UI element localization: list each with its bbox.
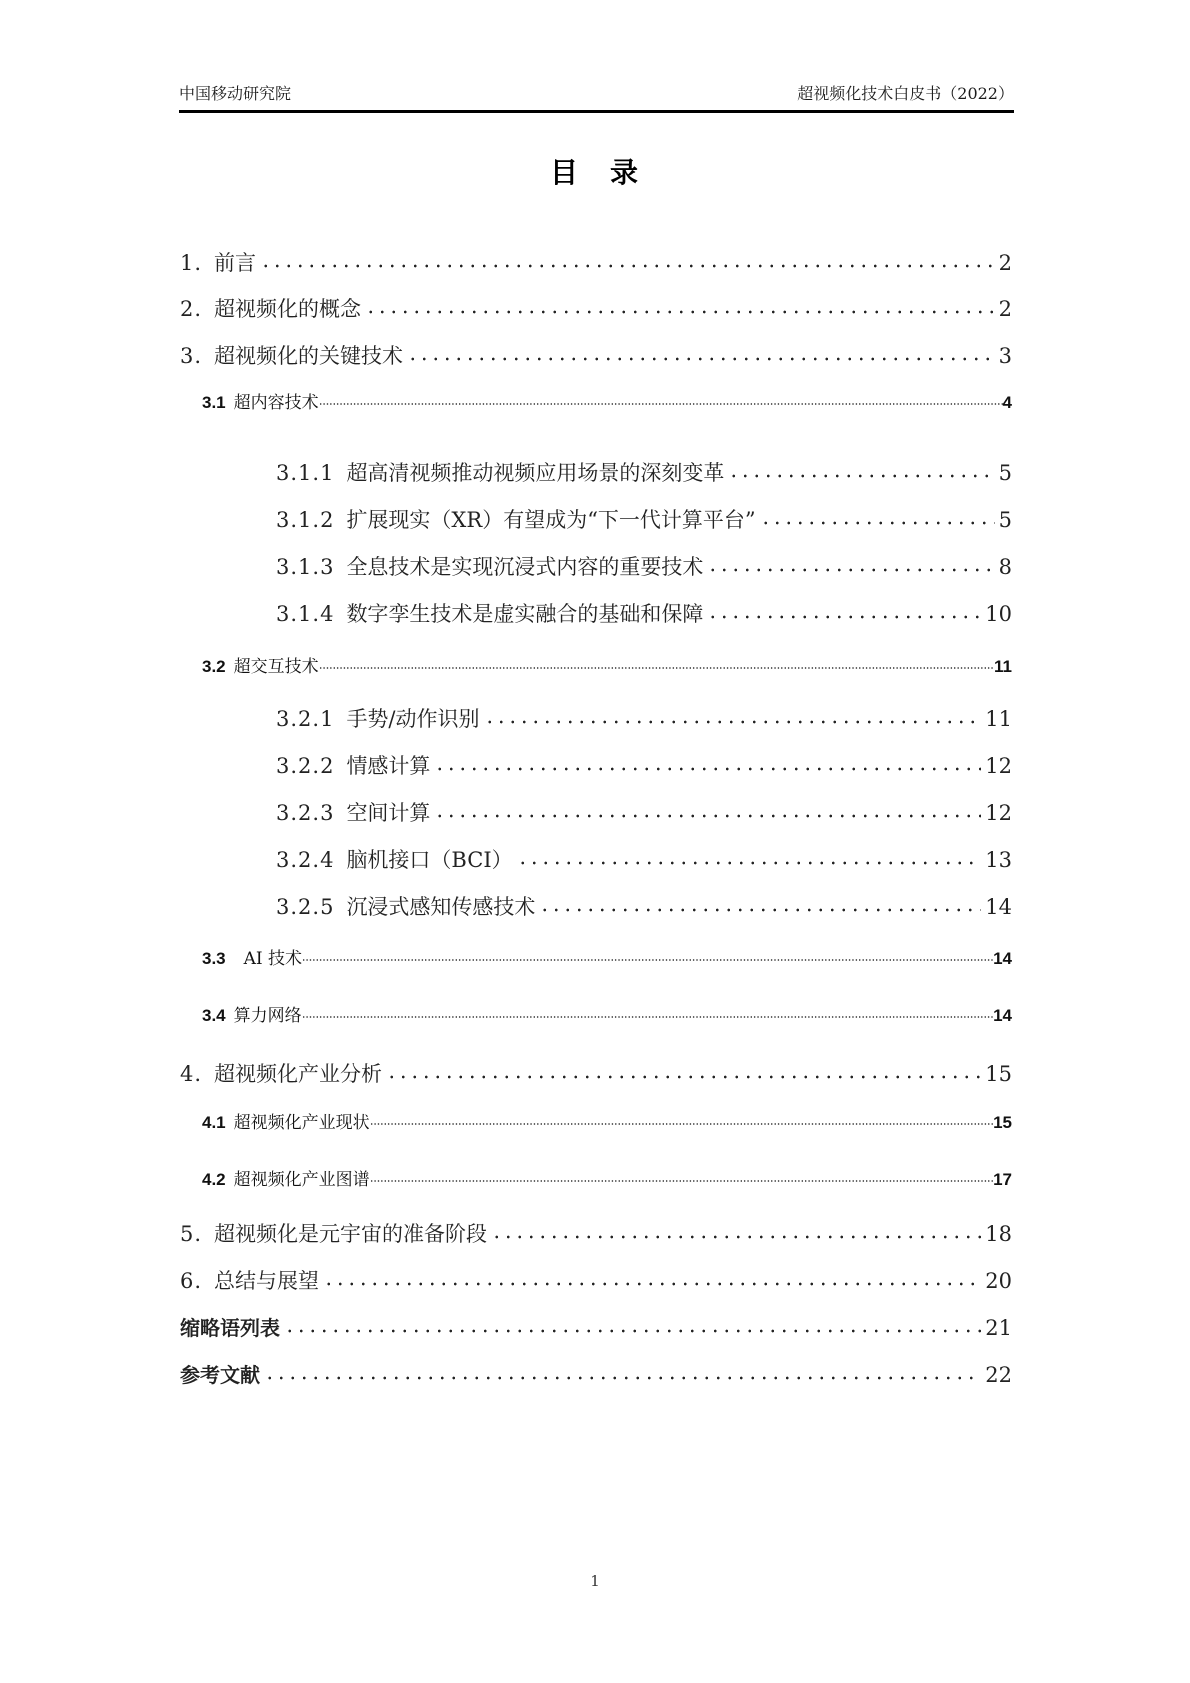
dot-leader bbox=[370, 1165, 993, 1185]
toc-entry-metaverse[interactable] bbox=[180, 1217, 1012, 1248]
toc-entry-number: 3. bbox=[180, 344, 203, 368]
toc-entry-page: 10 bbox=[985, 602, 1012, 626]
toc-entry-page: 15 bbox=[993, 1113, 1012, 1132]
dot-leader bbox=[434, 749, 981, 773]
dot-leader bbox=[434, 796, 981, 820]
header-organization: 中国移动研究院 bbox=[179, 84, 292, 103]
toc-entry-label: 超视频化产业图谱 bbox=[233, 1170, 370, 1190]
toc-entry-label: 超视频化的概念 bbox=[214, 297, 362, 321]
dot-leader bbox=[264, 1358, 981, 1382]
dot-leader bbox=[260, 246, 995, 270]
toc-entry-page: 22 bbox=[985, 1363, 1012, 1387]
toc-entry-label: 手势/动作识别 bbox=[346, 707, 480, 731]
toc-entry-number: 3.1.4 bbox=[276, 602, 335, 626]
toc-entry-number: 2. bbox=[180, 297, 203, 321]
dot-leader bbox=[491, 1217, 981, 1241]
toc-entry-3-1-2[interactable] bbox=[276, 503, 1012, 534]
toc-entry-number: 1. bbox=[180, 251, 203, 275]
toc-entry-4-2[interactable] bbox=[202, 1165, 1012, 1191]
toc-entry-number: 4.1 bbox=[202, 1113, 226, 1132]
toc-entry-label: 数字孪生技术是虚实融合的基础和保障 bbox=[346, 602, 704, 626]
toc-entry-page: 14 bbox=[985, 895, 1012, 919]
toc-entry-3-2-5[interactable] bbox=[276, 890, 1012, 921]
toc-entry-label: 扩展现实（XR）有望成为“下一代计算平台” bbox=[346, 508, 756, 532]
toc-entry-page: 3 bbox=[998, 344, 1012, 368]
dot-leader bbox=[728, 456, 994, 480]
toc-entry-label: 前言 bbox=[214, 251, 257, 275]
toc-entry-page: 14 bbox=[993, 949, 1012, 968]
dot-leader bbox=[517, 843, 982, 867]
dot-leader bbox=[284, 1311, 981, 1335]
toc-entry-label: 超高清视频推动视频应用场景的深刻变革 bbox=[346, 461, 725, 485]
toc-entry-page: 12 bbox=[985, 801, 1012, 825]
dot-leader bbox=[484, 702, 982, 726]
toc-entry-label: 算力网络 bbox=[233, 1006, 302, 1026]
toc-entry-3-1-3[interactable] bbox=[276, 550, 1012, 581]
dot-leader bbox=[302, 944, 993, 964]
toc-entry-label: 情感计算 bbox=[346, 754, 431, 778]
toc-entry-3-1[interactable] bbox=[202, 388, 1012, 414]
toc-entry-label: 超交互技术 bbox=[233, 657, 319, 677]
toc-entry-3-1-4[interactable] bbox=[276, 597, 1012, 628]
toc-entry-foreword[interactable] bbox=[180, 246, 1012, 277]
dot-leader bbox=[407, 339, 995, 363]
toc-entry-3-4[interactable] bbox=[202, 1001, 1012, 1027]
dot-leader bbox=[539, 890, 981, 914]
toc-entry-page: 12 bbox=[985, 754, 1012, 778]
toc-entry-number: 3.2.1 bbox=[276, 707, 335, 731]
dot-leader bbox=[760, 503, 995, 527]
toc-entry-page: 2 bbox=[998, 297, 1012, 321]
toc-entry-label: 超视频化产业分析 bbox=[214, 1062, 383, 1086]
dot-leader bbox=[319, 388, 1003, 408]
toc-entry-number: 4.2 bbox=[202, 1170, 226, 1189]
toc-entry-page: 11 bbox=[985, 707, 1012, 731]
dot-leader bbox=[386, 1057, 981, 1081]
toc-entry-concept[interactable] bbox=[180, 292, 1012, 323]
toc-entry-number: 3.1.3 bbox=[276, 555, 335, 579]
toc-entry-page: 15 bbox=[985, 1062, 1012, 1086]
toc-entry-label: 空间计算 bbox=[346, 801, 431, 825]
toc-entry-page: 5 bbox=[998, 461, 1012, 485]
toc-entry-page: 21 bbox=[985, 1316, 1012, 1340]
toc-entry-number: 3.2.4 bbox=[276, 848, 335, 872]
dot-leader bbox=[302, 1001, 993, 1021]
dot-leader bbox=[370, 1108, 993, 1128]
toc-entry-number: 3.2.3 bbox=[276, 801, 335, 825]
toc-entry-page: 14 bbox=[993, 1006, 1012, 1025]
toc-entry-abbreviations[interactable] bbox=[180, 1311, 1012, 1342]
toc-entry-number: 3.1.2 bbox=[276, 508, 335, 532]
toc-entry-label: 超视频化的关键技术 bbox=[214, 344, 404, 368]
toc-entry-number: 3.1 bbox=[202, 393, 226, 412]
toc-entry-page: 11 bbox=[994, 657, 1012, 676]
page-title: 目 录 bbox=[549, 156, 640, 189]
toc-entry-number: 3.4 bbox=[202, 1006, 226, 1025]
toc-entry-number: 6. bbox=[180, 1269, 203, 1293]
toc-entry-4-1[interactable] bbox=[202, 1108, 1012, 1134]
dot-leader bbox=[707, 550, 994, 574]
toc-entry-number: 3.2 bbox=[202, 657, 226, 676]
toc-entry-3-2-2[interactable] bbox=[276, 749, 1012, 780]
toc-entry-3-2[interactable] bbox=[202, 652, 1012, 678]
toc-entry-page: 8 bbox=[998, 555, 1012, 579]
toc-entry-label: 脑机接口（BCI） bbox=[346, 848, 513, 872]
toc-entry-key-technologies[interactable] bbox=[180, 339, 1012, 370]
dot-leader bbox=[319, 652, 994, 672]
dot-leader bbox=[323, 1264, 981, 1288]
toc-entry-number: 3.2.2 bbox=[276, 754, 335, 778]
toc-entry-page: 13 bbox=[985, 848, 1012, 872]
toc-entry-label: 沉浸式感知传感技术 bbox=[346, 895, 536, 919]
toc-entry-label: 超内容技术 bbox=[233, 393, 319, 413]
toc-entry-page: 17 bbox=[993, 1170, 1012, 1189]
page-number: 1 bbox=[590, 1572, 600, 1590]
toc-entry-label: 总结与展望 bbox=[214, 1269, 320, 1293]
toc-entry-number: 5. bbox=[180, 1222, 203, 1246]
toc-entry-label: AI 技术 bbox=[243, 949, 303, 969]
dot-leader bbox=[365, 292, 995, 316]
toc-entry-3-2-3[interactable] bbox=[276, 796, 1012, 827]
toc-entry-page: 5 bbox=[998, 508, 1012, 532]
toc-entry-3-3[interactable] bbox=[202, 944, 1012, 970]
toc-entry-label: 超视频化是元宇宙的准备阶段 bbox=[214, 1222, 488, 1246]
toc-entry-label: 超视频化产业现状 bbox=[233, 1113, 370, 1133]
toc-entry-label: 参考文献 bbox=[180, 1363, 260, 1387]
toc-entry-industry-analysis[interactable] bbox=[180, 1057, 1012, 1088]
toc-entry-page: 2 bbox=[998, 251, 1012, 275]
toc-entry-number: 3.2.5 bbox=[276, 895, 335, 919]
toc-entry-page: 4 bbox=[1002, 393, 1012, 412]
toc-entry-references[interactable] bbox=[180, 1358, 1012, 1389]
toc-entry-number: 4. bbox=[180, 1062, 203, 1086]
toc-entry-3-2-1[interactable] bbox=[276, 702, 1012, 733]
toc-entry-page: 20 bbox=[985, 1269, 1012, 1293]
dot-leader bbox=[707, 597, 981, 621]
toc-entry-number: 3.1.1 bbox=[276, 461, 335, 485]
toc-entry-page: 18 bbox=[985, 1222, 1012, 1246]
toc-entry-3-1-1[interactable] bbox=[276, 456, 1012, 487]
header-document-title: 超视频化技术白皮书（2022） bbox=[797, 84, 1014, 103]
toc-entry-3-2-4[interactable] bbox=[276, 843, 1012, 874]
toc-entry-label: 全息技术是实现沉浸式内容的重要技术 bbox=[346, 555, 704, 579]
toc-entry-conclusion[interactable] bbox=[180, 1264, 1012, 1295]
toc-entry-label: 缩略语列表 bbox=[180, 1316, 280, 1340]
toc-entry-number: 3.3 bbox=[202, 949, 226, 968]
